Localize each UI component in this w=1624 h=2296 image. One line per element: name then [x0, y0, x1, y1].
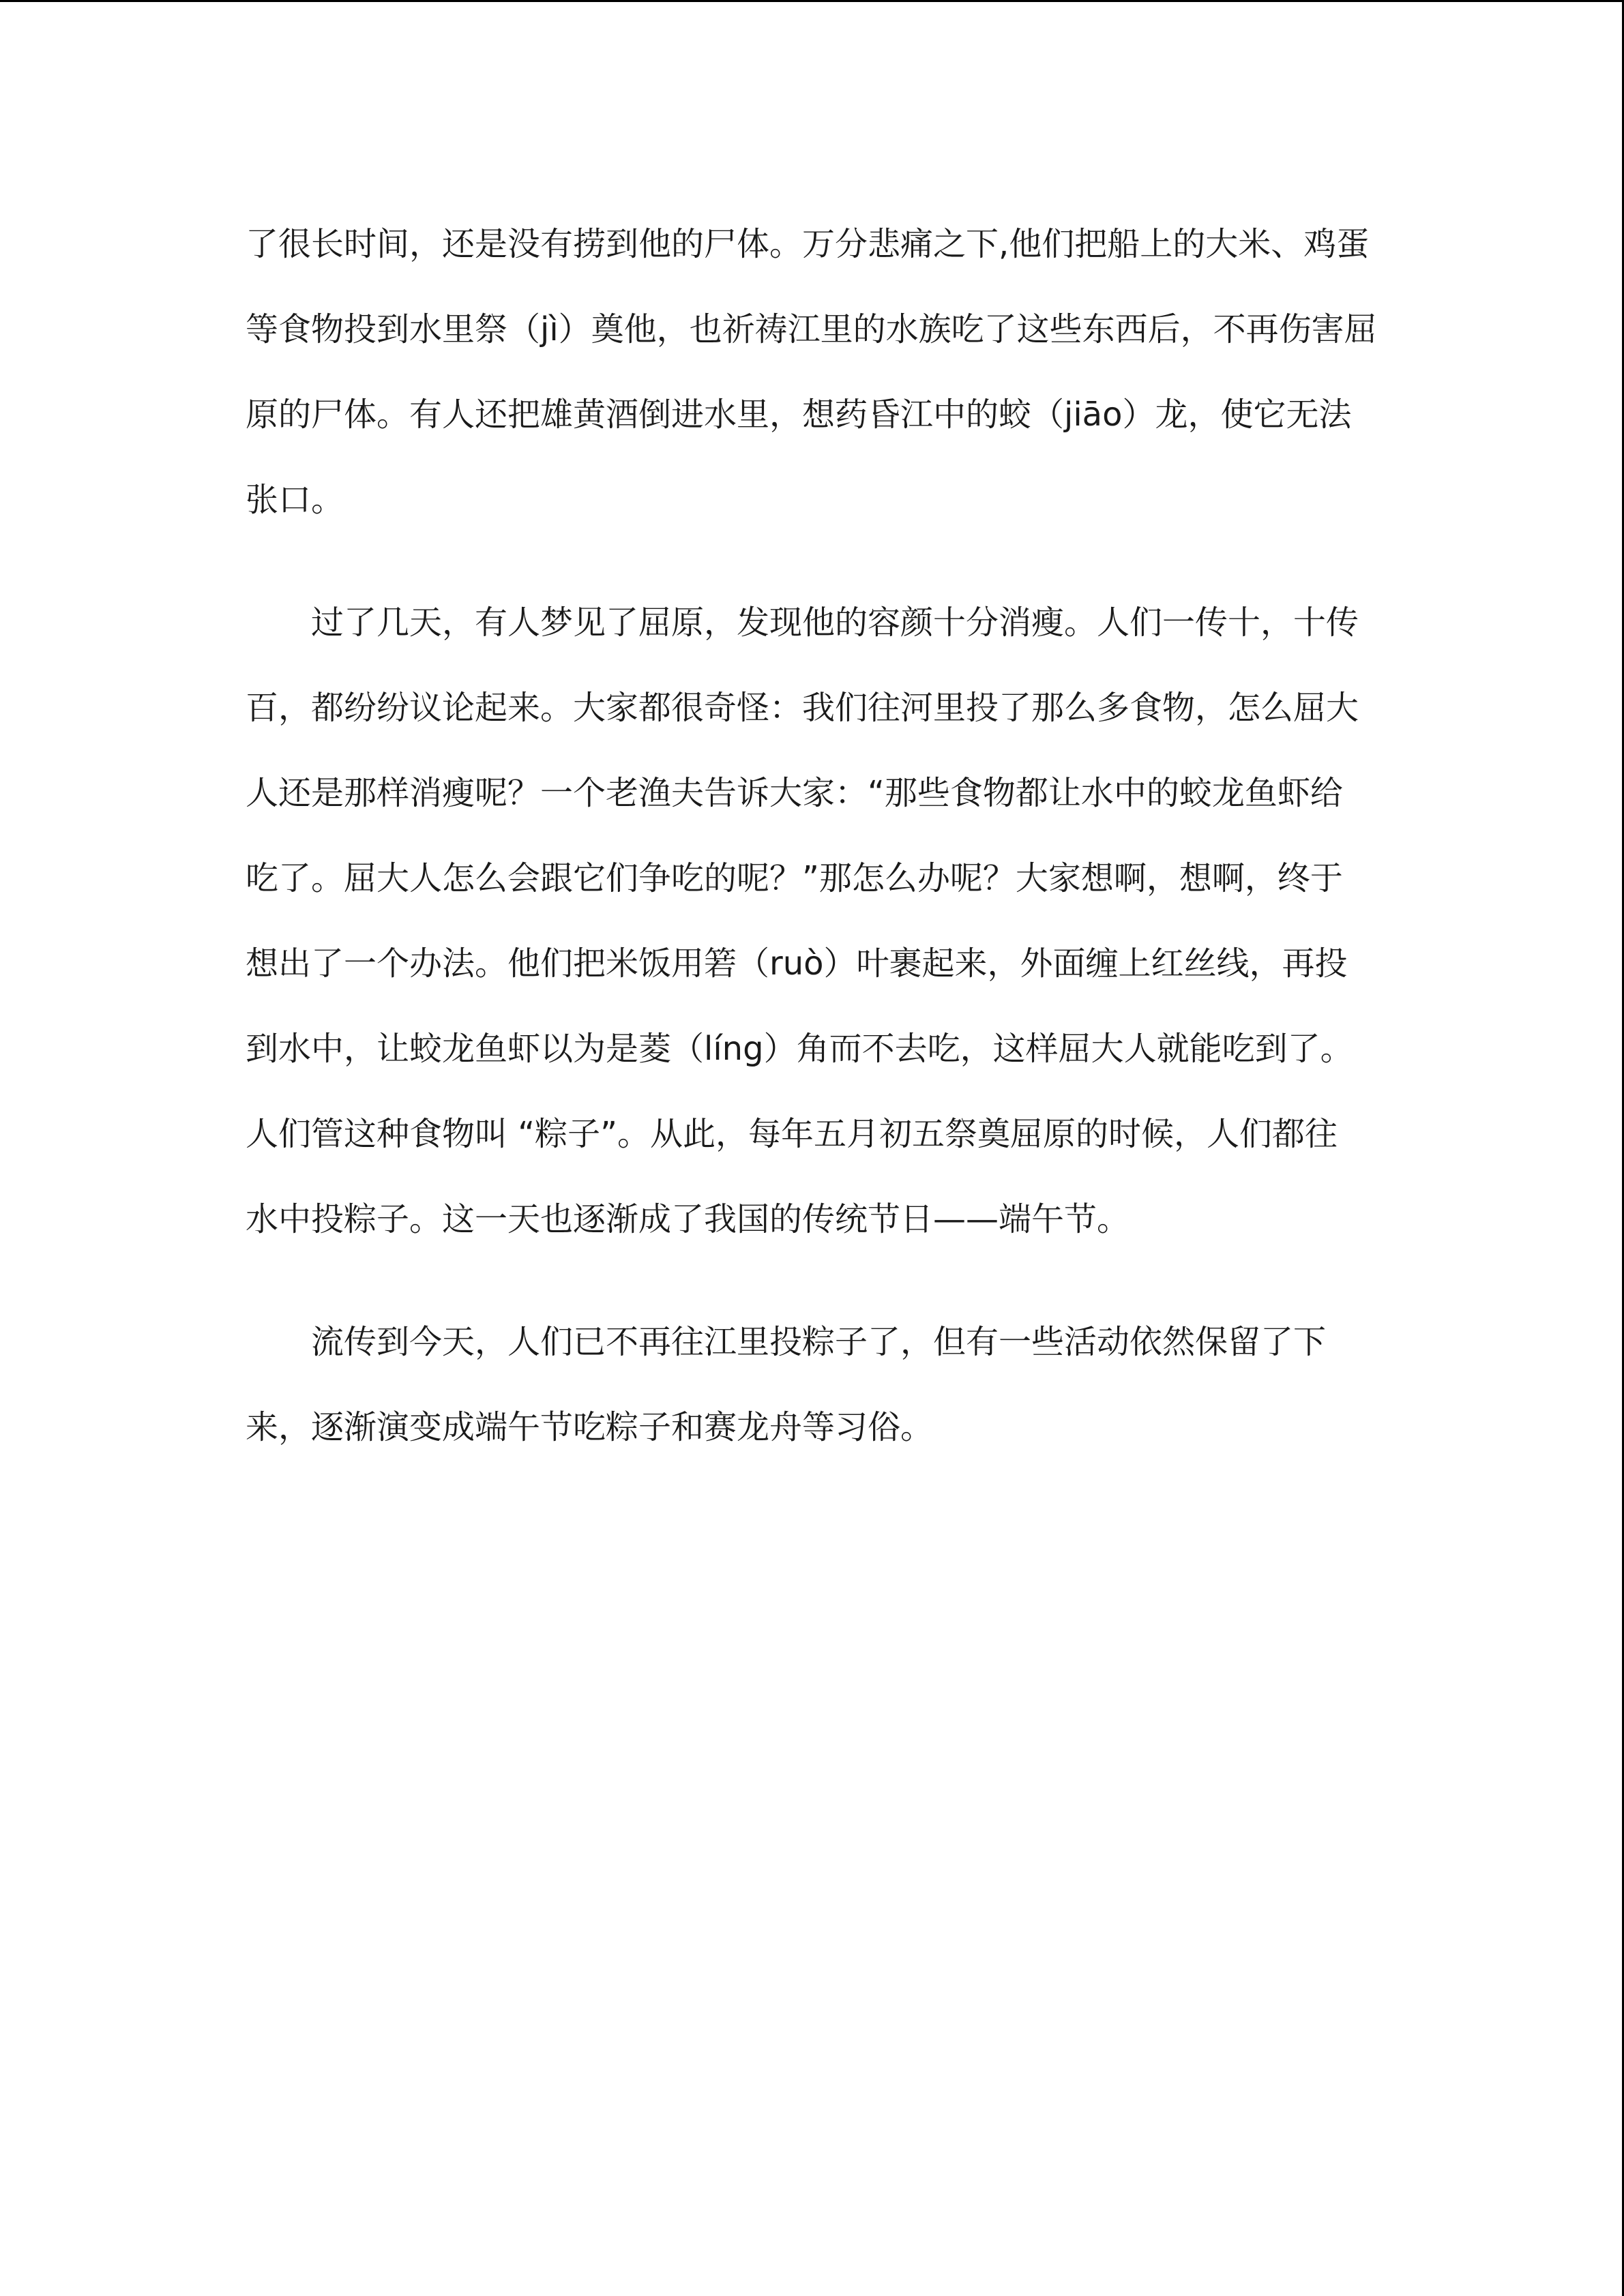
paragraph-3-line-1: 流传到今天，人们已不再往江里投粽子了，但有一些活动依然保留了下 — [311, 1323, 1327, 1361]
paragraph-2 — [246, 592, 1391, 1274]
paragraph-1-line-4: 张口。 — [246, 481, 344, 519]
paragraph-2-line-8: 水中投粽子。这一天也逐渐成了我国的传统节日——端午节。 — [246, 1200, 1130, 1238]
paragraph-1 — [246, 213, 1391, 554]
paragraph-3 — [246, 1311, 1391, 1482]
paragraph-2-line-3: 人还是那样消瘦呢？一个老渔夫告诉大家：“那些食物都让水中的蛟龙鱼虾给 — [246, 774, 1343, 812]
document-body — [246, 213, 1391, 1482]
paragraph-1-line-2: 等食物投到水里祭（jì）奠他，也祈祷江里的水族吃了这些东西后，不再伤害屈 — [246, 310, 1377, 348]
paragraph-1-line-3: 原的尸体。有人还把雄黄酒倒进水里，想药昏江中的蛟（jiāo）龙，使它无法 — [246, 396, 1352, 434]
paragraph-3-line-2: 来，逐渐演变成端午节吃粽子和赛龙舟等习俗。 — [246, 1408, 934, 1446]
paragraph-spacer — [246, 554, 1391, 592]
paragraph-2-line-7: 人们管这种食物叫 “粽子”。从此，每年五月初五祭奠屈原的时候，人们都往 — [246, 1115, 1338, 1153]
paragraph-2-line-4: 吃了。屈大人怎么会跟它们争吃的呢？”那怎么办呢？大家想啊，想啊，终于 — [246, 859, 1343, 897]
paragraph-spacer — [246, 1274, 1391, 1311]
paragraph-2-line-5: 想出了一个办法。他们把米饭用箬（ruò）叶裹起来，外面缠上红丝线，再投 — [246, 944, 1348, 983]
paragraph-2-line-1: 过了几天，有人梦见了屈原，发现他的容颜十分消瘦。人们一传十，十传 — [311, 603, 1359, 642]
paragraph-1-line-1: 了很长时间，还是没有捞到他的尸体。万分悲痛之下,他们把船上的大米、鸡蛋 — [246, 225, 1370, 263]
paragraph-2-line-6: 到水中，让蛟龙鱼虾以为是菱（líng）角而不去吃，这样屈大人就能吃到了。 — [246, 1030, 1353, 1068]
paragraph-2-line-2: 百，都纷纷议论起来。大家都很奇怪：我们往河里投了那么多食物，怎么屈大 — [246, 689, 1359, 727]
